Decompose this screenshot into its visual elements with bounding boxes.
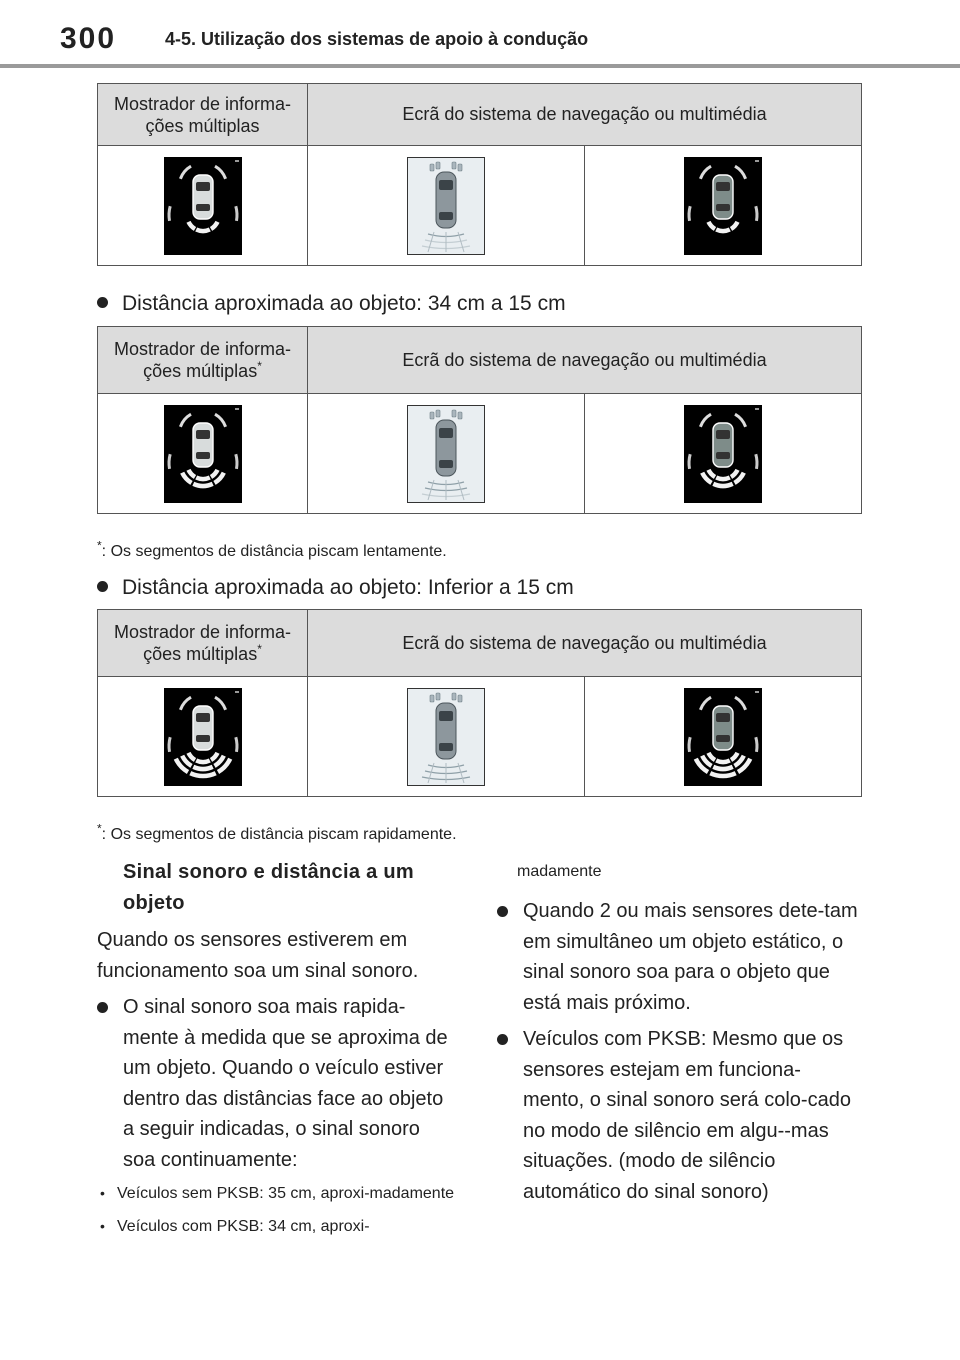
- header-text: Mostrador de informa-ções múltiplas: [113, 339, 292, 381]
- right-column: [497, 857, 862, 1207]
- nav-dark-display-cell: [585, 146, 862, 266]
- display-graphic: [408, 158, 484, 254]
- footnote-1: [97, 538, 447, 561]
- footnote-marker: *: [97, 538, 102, 553]
- display-table-2: [97, 326, 862, 514]
- distance-bullet-1: [97, 292, 566, 316]
- bullet-text: Quando 2 ou mais sensores dete-tam em simultâneo um objeto estático, o sinal sonoro soa para o objeto que está mais próximo.: [523, 900, 858, 1014]
- bullet-dot: [97, 1002, 108, 1013]
- header-rule: [0, 64, 960, 68]
- footnote-2: [97, 821, 457, 844]
- distance-bullet-2: [97, 576, 574, 600]
- sub-list-item: • Veículos com PKSB: 34 cm, aproxi-: [97, 1212, 457, 1241]
- bullet-text: O sinal sonoro soa mais rapida-mente à medida que se aproxima de um objeto. Quando o veículo estiver dentro das distâncias face ao objeto a seguir indicadas, o sinal sonoro soa continuamente:: [123, 996, 448, 1171]
- table-header-multi-info: [98, 610, 308, 677]
- display-graphic: [684, 405, 762, 503]
- display-table-1: [97, 83, 862, 266]
- nav-light-display-illustration: [407, 405, 485, 503]
- nav-light-display-illustration: [407, 157, 485, 255]
- header-text: Mostrador de informa-ções múltiplas: [113, 622, 292, 664]
- nav-dark-display-illustration: [684, 405, 762, 503]
- multi-info-display-cell: [98, 146, 308, 266]
- display-graphic: [164, 405, 242, 503]
- page-number: 300: [60, 22, 117, 55]
- list-item: [497, 1024, 862, 1207]
- nav-dark-display-cell: [585, 677, 862, 797]
- multi-info-display-illustration: [164, 405, 242, 503]
- table-header-multi-info: [98, 84, 308, 146]
- display-graphic: [684, 688, 762, 786]
- bullet-dot: [497, 906, 508, 917]
- display-graphic: [164, 688, 242, 786]
- table-header-nav: Ecrã do sistema de navegação ou multimédia: [308, 610, 862, 677]
- nav-light-display-illustration: [407, 688, 485, 786]
- footnote-text: : Os segmentos de distância piscam lentamente.: [101, 543, 447, 560]
- nav-light-display-cell: [308, 394, 585, 514]
- section-title: 4-5. Utilização dos sistemas de apoio à condução: [165, 29, 589, 49]
- multi-info-display-cell: [98, 394, 308, 514]
- list-item: [497, 896, 862, 1018]
- multi-info-display-cell: [98, 677, 308, 797]
- left-column: [97, 857, 457, 1241]
- bullet-dot: [97, 581, 108, 592]
- table-header-nav: Ecrã do sistema de navegação ou multimédia: [308, 327, 862, 394]
- display-table-3: [97, 609, 862, 797]
- bullet-text: Distância aproximada ao objeto: Inferior a 15 cm: [122, 576, 574, 599]
- header-text: Mostrador de informa-ções múltiplas: [113, 93, 292, 136]
- bullet-text: Distância aproximada ao objeto: 34 cm a 15 cm: [122, 292, 566, 315]
- bullet-dot: [97, 297, 108, 308]
- nav-dark-display-illustration: [684, 157, 762, 255]
- nav-light-display-cell: [308, 677, 585, 797]
- display-graphic: [408, 406, 484, 502]
- display-graphic: [164, 157, 242, 255]
- footnote-marker: *: [257, 642, 262, 656]
- page-header: [0, 0, 960, 70]
- table-header-nav: Ecrã do sistema de navegação ou multimédia: [308, 84, 862, 146]
- footnote-marker: *: [257, 359, 262, 373]
- bullet-text: Veículos com PKSB: Mesmo que os sensores estejam em funciona-mento, o sinal sonoro será colo-cado no modo de silêncio em algu--mas situações. (modo de silêncio automático do sinal sonoro): [523, 1028, 851, 1203]
- nav-light-display-cell: [308, 146, 585, 266]
- nav-dark-display-cell: [585, 394, 862, 514]
- footnote-text: : Os segmentos de distância piscam rapidamente.: [101, 826, 457, 843]
- display-graphic: [684, 157, 762, 255]
- footnote-marker: *: [97, 821, 102, 836]
- table-header-multi-info: [98, 327, 308, 394]
- display-graphic: [408, 689, 484, 785]
- list-item: [97, 992, 457, 1175]
- multi-info-display-illustration: [164, 688, 242, 786]
- bullet-dot: [497, 1034, 508, 1045]
- continuation-text: madamente: [517, 863, 602, 880]
- nav-dark-display-illustration: [684, 688, 762, 786]
- section-heading: Sinal sonoro e distância a um objeto: [123, 861, 414, 914]
- multi-info-display-illustration: [164, 157, 242, 255]
- intro-paragraph: Quando os sensores estiverem em funcionamento soa um sinal sonoro.: [97, 929, 419, 982]
- sub-list-item: • Veículos sem PKSB: 35 cm, aproxi-madamente: [97, 1179, 457, 1208]
